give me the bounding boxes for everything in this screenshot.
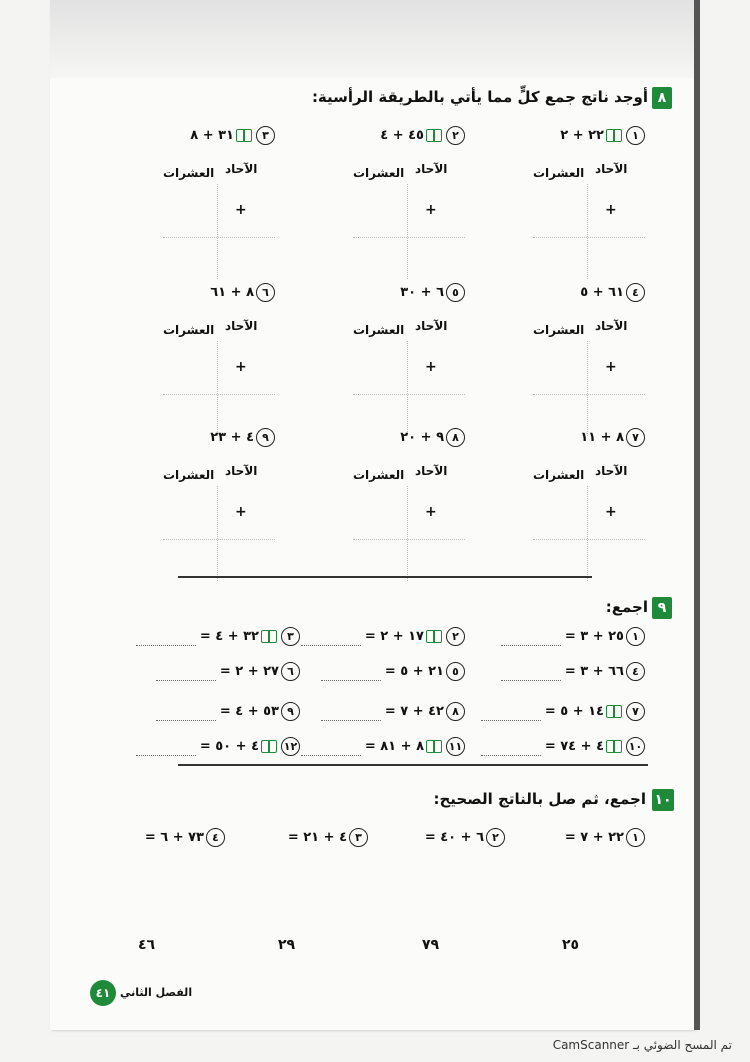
header-ones: الآحاد (415, 162, 448, 176)
problem-label (560, 128, 645, 143)
header-tens: العشرات (163, 166, 215, 180)
book-icon (606, 740, 622, 753)
exercise-label (200, 739, 300, 754)
header-tens: العشرات (533, 166, 585, 180)
header-ones: الآحاد (225, 162, 258, 176)
header-ones: الآحاد (595, 464, 628, 478)
grid-divider (407, 486, 408, 581)
problem-8 (400, 428, 465, 447)
page-edge (694, 0, 700, 1030)
exercise-expression: ٦٦ + ٣ = (564, 664, 624, 679)
book-icon (606, 129, 622, 142)
plus-sign: + (605, 202, 617, 218)
header-ones: الآحاد (595, 319, 628, 333)
match-answer-2: ٧٩ (422, 937, 440, 953)
header-tens: العشرات (533, 323, 585, 337)
exercise-8 (321, 702, 465, 721)
match-expression: ٢٢ + ٧ = (564, 830, 624, 845)
exercise-label (565, 664, 645, 679)
match-label (565, 830, 645, 845)
exercise-4 (501, 662, 645, 681)
grid-divider (217, 486, 218, 581)
match-label (288, 830, 368, 845)
plus-sign: + (425, 504, 437, 520)
book-icon (426, 630, 442, 643)
exercise-1 (501, 627, 645, 646)
exercise-number: ٧ (626, 702, 645, 721)
header-tens: العشرات (163, 323, 215, 337)
book-icon (261, 630, 277, 643)
exercise-number: ٤ (626, 662, 645, 681)
answer-blank (481, 755, 541, 756)
match-item-4 (145, 828, 225, 847)
exercise-12 (136, 737, 300, 756)
problem-6 (210, 283, 275, 302)
problem-3 (190, 126, 275, 145)
header-tens: العشرات (533, 468, 585, 482)
plus-sign: + (425, 202, 437, 218)
match-answer-3: ٢٩ (278, 937, 296, 953)
section-8-number: ٨ (652, 87, 672, 109)
answer-blank (136, 755, 196, 756)
problem-7 (580, 428, 645, 447)
exercise-label (545, 739, 645, 754)
exercise-7 (481, 702, 645, 721)
section-9-number: ٩ (652, 597, 672, 619)
problem-expression: ٦ + ٣٠ (400, 285, 444, 300)
book-icon (261, 740, 277, 753)
divider-1 (178, 576, 592, 578)
book-icon (606, 705, 622, 718)
plus-sign: + (235, 504, 247, 520)
section-8-title: أوجد ناتج جمع كلٍّ مما يأتي بالطريقة الرأسية: (311, 88, 648, 106)
exercise-expression: ٣٢ + ٤ = (199, 629, 259, 644)
page-number-badge: ٤١ (90, 980, 116, 1006)
match-expression: ٤ + ٢١ = (287, 830, 347, 845)
problem-5 (400, 283, 465, 302)
problem-number: ٦ (256, 283, 275, 302)
problem-number: ٩ (256, 428, 275, 447)
book-icon (426, 740, 442, 753)
exercise-number: ١٠ (626, 737, 645, 756)
section-10-title: اجمع، ثم صل بالناتج الصحيح: (433, 790, 646, 808)
header-ones: الآحاد (415, 319, 448, 333)
exercise-label (365, 629, 465, 644)
plus-sign: + (425, 359, 437, 375)
plus-sign: + (605, 359, 617, 375)
match-item-2 (425, 828, 505, 847)
problem-label (580, 430, 645, 445)
exercise-label (220, 664, 300, 679)
grid-divider (587, 486, 588, 581)
problem-expression: ٤٥ + ٤ (380, 128, 424, 143)
exercise-expression: ٤ + ٧٤ = (544, 739, 604, 754)
problem-expression: ٢٢ + ٢ (560, 128, 604, 143)
exercise-6 (156, 662, 300, 681)
header-tens: العشرات (163, 468, 215, 482)
grid-divider (217, 184, 218, 279)
answer-blank (321, 720, 381, 721)
problem-number: ٤ (626, 283, 645, 302)
exercise-label (385, 664, 465, 679)
problem-expression: ٣١ + ٨ (190, 128, 234, 143)
problem-4 (580, 283, 645, 302)
header-ones: الآحاد (595, 162, 628, 176)
exercise-label (565, 629, 645, 644)
problem-label (400, 430, 465, 445)
grid-sum-line (163, 394, 275, 395)
exercise-expression: ٤ + ٥٠ = (199, 739, 259, 754)
problem-label (380, 128, 465, 143)
exercise-label (385, 704, 465, 719)
match-label (425, 830, 505, 845)
exercise-number: ٨ (446, 702, 465, 721)
book-icon (426, 129, 442, 142)
answer-blank (136, 645, 196, 646)
problem-9 (210, 428, 275, 447)
problem-expression: ٤ + ٢٣ (210, 430, 254, 445)
exercise-number: ١١ (446, 737, 465, 756)
problem-label (580, 285, 645, 300)
answer-blank (501, 680, 561, 681)
exercise-5 (321, 662, 465, 681)
exercise-expression: ٨ + ٨١ = (364, 739, 424, 754)
grid-sum-line (353, 394, 465, 395)
exercise-number: ١٢ (281, 737, 300, 756)
exercise-expression: ٢٧ + ٢ = (219, 664, 279, 679)
match-answer-4: ٤٦ (138, 937, 156, 953)
match-number: ٣ (349, 828, 368, 847)
problem-label (210, 285, 275, 300)
grid-sum-line (163, 539, 275, 540)
header-ones: الآحاد (415, 464, 448, 478)
problem-1 (560, 126, 645, 145)
problem-number: ٥ (446, 283, 465, 302)
exercise-label (545, 704, 645, 719)
exercise-expression: ٥٣ + ٤ = (219, 704, 279, 719)
grid-divider (407, 184, 408, 279)
exercise-3 (136, 627, 300, 646)
match-number: ١ (626, 828, 645, 847)
exercise-label (220, 704, 300, 719)
match-item-3 (288, 828, 368, 847)
exercise-number: ٥ (446, 662, 465, 681)
section-10-number: ١٠ (652, 789, 674, 811)
grid-sum-line (353, 539, 465, 540)
exercise-10 (481, 737, 645, 756)
exercise-number: ٩ (281, 702, 300, 721)
grid-sum-line (533, 394, 645, 395)
problem-number: ٨ (446, 428, 465, 447)
match-expression: ٦ + ٤٠ = (424, 830, 484, 845)
problem-number: ٧ (626, 428, 645, 447)
exercise-number: ١ (626, 627, 645, 646)
answer-blank (501, 645, 561, 646)
problem-expression: ٨ + ١١ (580, 430, 624, 445)
header-tens: العشرات (353, 468, 405, 482)
grid-divider (407, 341, 408, 436)
header-tens: العشرات (353, 323, 405, 337)
grid-sum-line (353, 237, 465, 238)
exercise-expression: ٢٥ + ٣ = (564, 629, 624, 644)
match-number: ٢ (486, 828, 505, 847)
grid-divider (587, 341, 588, 436)
problem-number: ١ (626, 126, 645, 145)
exercise-label (200, 629, 300, 644)
scan-shadow (50, 0, 694, 78)
answer-blank (156, 720, 216, 721)
match-number: ٤ (206, 828, 225, 847)
book-icon (236, 129, 252, 142)
chapter-label: الفصل الثاني (120, 986, 193, 999)
problem-expression: ٨ + ٦١ (210, 285, 254, 300)
problem-label (400, 285, 465, 300)
problem-number: ٣ (256, 126, 275, 145)
header-ones: الآحاد (225, 464, 258, 478)
grid-sum-line (163, 237, 275, 238)
grid-sum-line (533, 237, 645, 238)
grid-sum-line (533, 539, 645, 540)
problem-label (190, 128, 275, 143)
plus-sign: + (605, 504, 617, 520)
match-expression: ٧٣ + ٦ = (144, 830, 204, 845)
answer-blank (156, 680, 216, 681)
match-item-1 (565, 828, 645, 847)
grid-divider (217, 341, 218, 436)
match-label (145, 830, 225, 845)
exercise-expression: ٢١ + ٥ = (384, 664, 444, 679)
exercise-2 (301, 627, 465, 646)
problem-expression: ٩ + ٢٠ (400, 430, 444, 445)
divider-2 (178, 764, 648, 766)
exercise-expression: ١٤ + ٥ = (544, 704, 604, 719)
exercise-number: ٦ (281, 662, 300, 681)
exercise-number: ٣ (281, 627, 300, 646)
exercise-9 (156, 702, 300, 721)
exercise-number: ٢ (446, 627, 465, 646)
exercise-11 (301, 737, 465, 756)
camscanner-watermark: تم المسح الضوئي بـ CamScanner (552, 1038, 732, 1052)
grid-divider (587, 184, 588, 279)
exercise-label (365, 739, 465, 754)
problem-number: ٢ (446, 126, 465, 145)
match-answer-1: ٢٥ (562, 937, 580, 953)
answer-blank (301, 755, 361, 756)
answer-blank (481, 720, 541, 721)
exercise-expression: ٤٢ + ٧ = (384, 704, 444, 719)
answer-blank (321, 680, 381, 681)
exercise-expression: ١٧ + ٢ = (364, 629, 424, 644)
answer-blank (301, 645, 361, 646)
worksheet-page (50, 0, 694, 1030)
plus-sign: + (235, 202, 247, 218)
plus-sign: + (235, 359, 247, 375)
section-9-title: اجمع: (605, 598, 648, 616)
header-tens: العشرات (353, 166, 405, 180)
problem-expression: ٦١ + ٥ (580, 285, 624, 300)
problem-2 (380, 126, 465, 145)
problem-label (210, 430, 275, 445)
header-ones: الآحاد (225, 319, 258, 333)
